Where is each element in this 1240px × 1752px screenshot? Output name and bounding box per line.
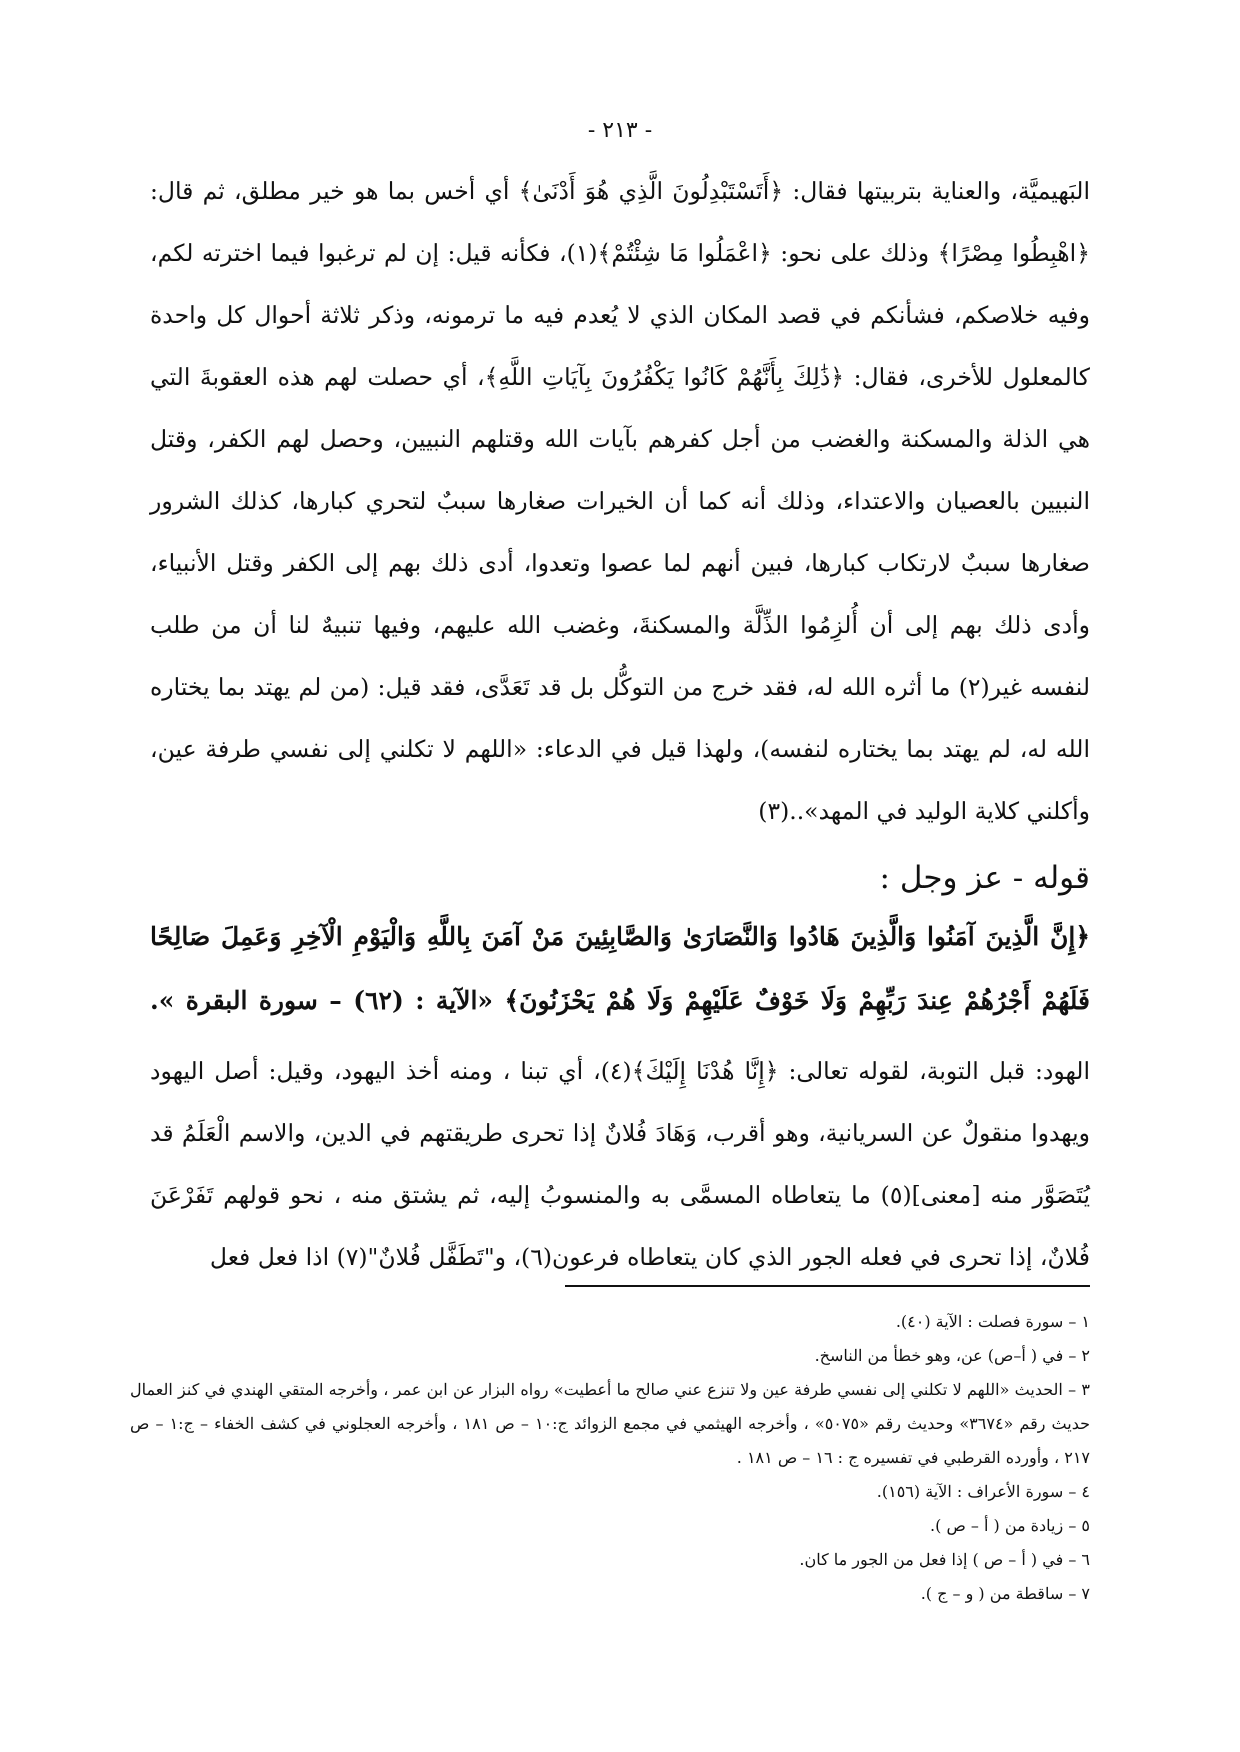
commentary-paragraph: الهود: قبل التوبة، لقوله تعالى: ﴿إِنَّا هُدْنَا إِلَيْكَ﴾(٤)، أي تبنا ، ومنه أخذ اليهود، وقيل: أصل اليهود ويهدوا منقولٌ عن السريانية، وهو أقرب، وَهَادَ فُلانٌ إذا تحرى طريقتهم في الدين، والاسم الْعَلَمُ قد يُتَصَوَّر منه [معنى](٥) ما يتعاطاه المسمَّى به والمنسوبُ إليه، ثم يشتق منه ، نحو قولهم تَفَرْعَنَ فُلانٌ، إذا تحرى في فعله الجور الذي كان يتعاطاه فرعون(٦)، و"تَطَفَّل فُلانٌ"(٧) اذا فعل فعل: [150, 1057, 1090, 1271]
footnote: ١ – سورة فصلت : الآية (٤٠).: [895, 1312, 1090, 1331]
footnote: ٥ – زيادة من ( أ – ص ).: [930, 1516, 1090, 1535]
footnote: ٦ – في ( أ – ص ) إذا فعل من الجور ما كان.: [799, 1550, 1090, 1569]
body-paragraph: البَهيميَّة، والعناية بتربيتها فقال: ﴿أَتَسْتَبْدِلُونَ الَّذِي هُوَ أَدْنَىٰ﴾ أي أخس بما هو خير مطلق، ثم قال: ﴿اهْبِطُوا مِصْرًا﴾ وذلك على نحو: ﴿اعْمَلُوا مَا شِئْتُمْ﴾(١)، فكأنه قيل: إن لم ترغبوا فيما اخترته لكم، وفيه خلاصكم، فشأنكم في قصد المكان الذي لا يُعدم فيه ما ترمونه، وذكر ثلاثة أحوال كل واحدة كالمعلول للأخرى، فقال: ﴿ذَٰلِكَ بِأَنَّهُمْ كَانُوا يَكْفُرُونَ بِآيَاتِ اللَّهِ﴾، أي حصلت لهم هذه العقوبةَ التي هي الذلة والمسكنة والغضب من أجل كفرهم بآيات الله وقتلهم النبيين، وحصل لهم الكفر، وقتل النبيين بالعصيان والاعتداء، وذلك أنه كما أن الخيرات صغارها سببٌ لتحري كبارها، كذلك الشرور صغارها سببٌ لارتكاب كبارها، فبين أنهم لما عصوا وتعدوا، أدى ذلك بهم إلى الكفر وقتل الأنبياء، وأدى ذلك بهم إلى أن أُلزِمُوا الذِّلَّة والمسكنةَ، وغضب الله عليهم، وفيها تنبيهٌ لنا أن من طلب لنفسه غير(٢) ما أثره الله له، فقد خرج من التوكُّل بل قد تَعَدَّى، فقد قيل: (من لم يهتد بما يختاره الله له، لم يهتد بما يختاره لنفسه)، ولهذا قيل في الدعاء: «اللهم لا تكلني إلى نفسي طرفة عين، وأكلني كلاية الوليد في المهد»..(٣): [150, 177, 1090, 825]
verse-reference: «الآية : (٦٢) – سورة البقرة ».: [150, 986, 494, 1015]
footnote: ٧ – ساقطة من ( و – ج ).: [920, 1584, 1090, 1603]
page-number: - ٢١٣ -: [587, 118, 653, 143]
footnote: ٤ – سورة الأعراف : الآية (١٥٦).: [876, 1482, 1090, 1501]
commentary-text: [150, 1040, 1090, 1288]
footnotes: [130, 1305, 1090, 1611]
footnote: ٣ – الحديث «اللهم لا تكلني إلى نفسي طرفة عين ولا تنزع عني صالح ما أعطيت» رواه البزار عن ابن عمر ، وأخرجه المتقي الهندي في كنز العمال حديث رقم «٣٦٧٤» وحديث رقم «٥٠٧٥» ، وأخرجه الهيثمي في مجمع الزوائد ج:١٠ – ص ١٨١ ، وأخرجه العجلوني في كشف الخفاء – ج:١ – ص ٢١٧ ، وأورده القرطبي في تفسيره ج : ١٦ – ص ١٨١ .: [130, 1380, 1091, 1467]
footnote-divider: [565, 1285, 1090, 1287]
footnote: ٢ – في ( أ–ص) عن، وهو خطأ من الناسخ.: [814, 1346, 1090, 1365]
quran-verse: ﴿إِنَّ الَّذِينَ آمَنُوا وَالَّذِينَ هَادُوا وَالنَّصَارَىٰ وَالصَّابِئِينَ مَنْ آمَنَ بِاللَّهِ وَالْيَوْمِ الْآخِرِ وَعَمِلَ صَالِحًا فَلَهُمْ أَجْرُهُمْ عِندَ رَبِّهِمْ وَلَا خَوْفٌ عَلَيْهِمْ وَلَا هُمْ يَحْزَنُونَ﴾: [150, 922, 1091, 1015]
body-text: [150, 160, 1090, 842]
quran-verse-block: [150, 905, 1090, 1033]
section-heading: قوله - عز وجل :: [879, 860, 1090, 896]
